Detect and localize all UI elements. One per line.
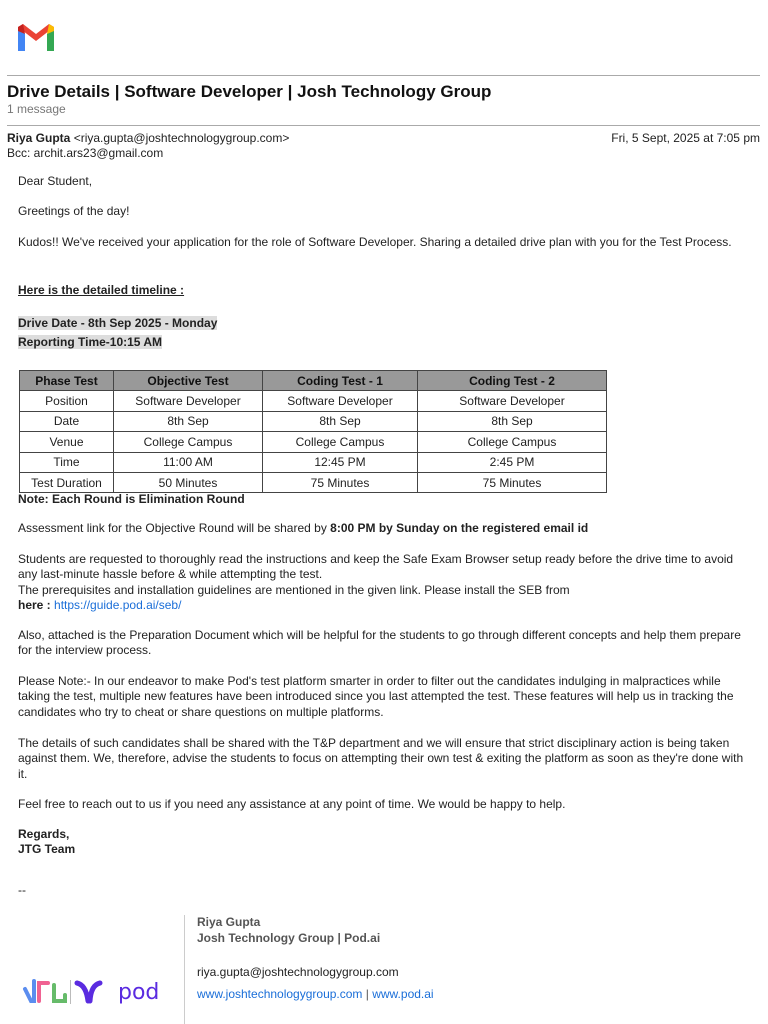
bcc: Bcc: archit.ars23@gmail.com — [7, 146, 164, 160]
sender-name: Riya Gupta — [7, 131, 71, 145]
table-row — [20, 411, 607, 431]
students-text: Students are requested to thoroughly read the instructions and keep the Safe Exam Browser setup ready before the drive time to avoid any last-minute hassle before & while attempting the test. — [18, 552, 734, 582]
please-note-paragraph: Please Note:- In our endeavor to make Pod's test platform smarter in order to filter out the candidates indulging in malpractices while taking the test, multiple new features have been introduced since you last attempted the test. These features will help us in tracking the candidates who try to cheat or share questions on multiple platforms. — [18, 674, 734, 719]
seb-link[interactable]: https://guide.pod.ai/seb/ — [54, 598, 182, 613]
table-header: Coding Test - 2 — [418, 371, 607, 391]
assessment-paragraph — [18, 521, 748, 536]
table-cell: Date — [20, 411, 114, 431]
signature-separator: -- — [18, 883, 26, 897]
signature-email: riya.gupta@joshtechnologygroup.com — [197, 965, 399, 979]
signature-name: Riya Gupta — [197, 915, 261, 929]
table-cell: Time — [20, 452, 114, 472]
table-row — [20, 391, 607, 411]
email-subject: Drive Details | Software Developer | Josh Technology Group — [7, 82, 492, 101]
table-row — [20, 472, 607, 492]
divider — [7, 75, 760, 76]
table-cell: 75 Minutes — [263, 472, 418, 492]
signature-divider — [184, 915, 185, 1024]
gmail-logo — [16, 21, 56, 53]
svg-text:pod: pod — [118, 980, 160, 1005]
students-paragraph — [18, 552, 748, 614]
attached-paragraph: Also, attached is the Preparation Document which will be helpful for the students to go through different concepts and help them prepare for the interview process. — [18, 628, 741, 658]
regards: Regards, — [18, 827, 70, 841]
link-separator: | — [362, 987, 373, 1001]
here-label: here : — [18, 598, 55, 613]
table-cell: Position — [20, 391, 114, 411]
table-cell: Software Developer — [418, 391, 607, 411]
jtg-website-link[interactable]: www.joshtechnologygroup.com — [197, 987, 363, 1001]
table-header: Objective Test — [114, 371, 263, 391]
sender — [7, 131, 289, 145]
table-cell: Test Duration — [20, 472, 114, 492]
table-header: Coding Test - 1 — [263, 371, 418, 391]
greetings-line: Greetings of the day! — [18, 204, 130, 218]
jtg-pod-logo — [22, 975, 170, 1007]
message-count: 1 message — [7, 102, 66, 116]
table-cell: Venue — [20, 432, 114, 452]
table-cell: College Campus — [418, 432, 607, 452]
reporting-time: Reporting Time-10:15 AM — [18, 335, 163, 349]
greeting: Dear Student, — [18, 174, 93, 188]
table-cell: College Campus — [114, 432, 263, 452]
table-cell: College Campus — [263, 432, 418, 452]
team-name: JTG Team — [18, 842, 76, 856]
kudos-paragraph: Kudos!! We've received your application for the role of Software Developer. Sharing a detailed drive plan with you for the Test Process. — [18, 235, 732, 249]
assessment-deadline: 8:00 PM by Sunday on the registered email id — [330, 521, 589, 535]
table-row — [20, 432, 607, 452]
table-cell: 12:45 PM — [263, 452, 418, 472]
drive-schedule-table — [19, 370, 607, 493]
pod-website-link[interactable]: www.pod.ai — [372, 987, 434, 1001]
table-header: Phase Test — [20, 371, 114, 391]
sender-email: <riya.gupta@joshtechnologygroup.com> — [73, 131, 290, 145]
signature-company: Josh Technology Group | Pod.ai — [197, 931, 381, 945]
table-cell: 11:00 AM — [114, 452, 263, 472]
table-cell: 8th Sep — [418, 411, 607, 431]
email-date: Fri, 5 Sept, 2025 at 7:05 pm — [611, 131, 760, 145]
timeline-heading: Here is the detailed timeline : — [18, 283, 185, 297]
signature-links — [197, 986, 434, 1002]
elimination-note: Note: Each Round is Elimination Round — [18, 492, 245, 506]
table-cell: 8th Sep — [263, 411, 418, 431]
assessment-text: Assessment link for the Objective Round will be shared by — [18, 521, 331, 535]
table-cell: Software Developer — [114, 391, 263, 411]
table-cell: 8th Sep — [114, 411, 263, 431]
table-cell: 75 Minutes — [418, 472, 607, 492]
table-cell: Software Developer — [263, 391, 418, 411]
table-cell: 2:45 PM — [418, 452, 607, 472]
table-cell: 50 Minutes — [114, 472, 263, 492]
drive-date: Drive Date - 8th Sep 2025 - Monday — [18, 316, 218, 330]
table-row — [20, 452, 607, 472]
table-header-row — [20, 371, 607, 391]
prereq-text: The prerequisites and installation guidelines are mentioned in the given link. Please install the SEB from — [18, 582, 570, 597]
divider — [7, 125, 760, 126]
feel-free-paragraph: Feel free to reach out to us if you need any assistance at any point of time. We would be happy to help. — [18, 797, 566, 811]
details-paragraph: The details of such candidates shall be shared with the T&P department and we will ensure that strict disciplinary action is being taken against them. We, therefore, advise the students to focus on attempting their own test & exiting the platform as soon as they're done with it. — [18, 736, 744, 781]
